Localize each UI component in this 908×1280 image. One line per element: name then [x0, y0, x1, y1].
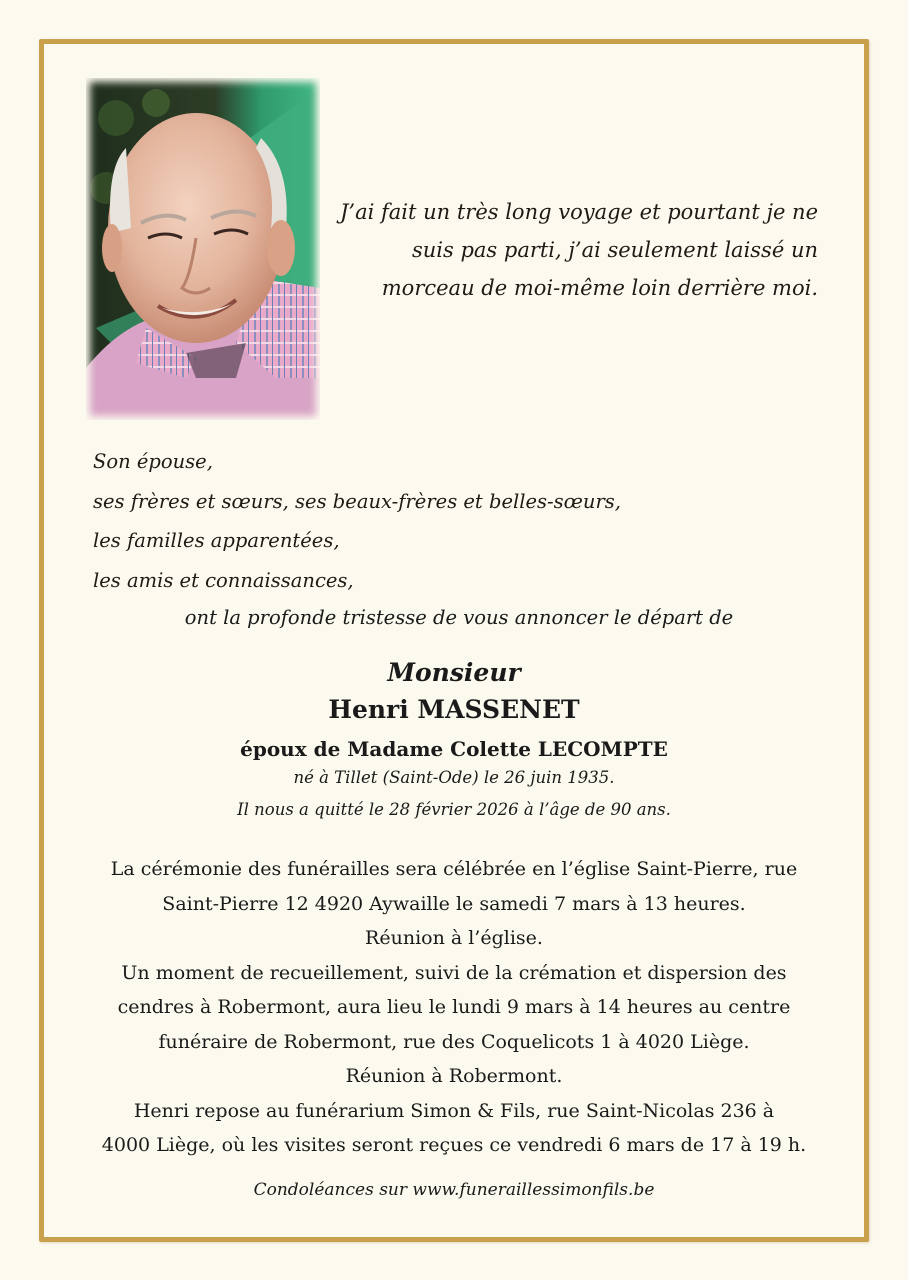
ceremony-line: Réunion à Robermont. — [345, 1065, 563, 1087]
ceremony-line: La cérémonie des funérailles sera célébrée en l’église Saint-Pierre, rue — [110, 858, 798, 880]
quote-line: J’ai fait un très long voyage et pourtant je ne — [340, 200, 819, 224]
quote-block — [340, 193, 818, 307]
ceremony-line: Réunion à l’église. — [365, 927, 543, 949]
family-line: les amis et connaissances, — [93, 568, 354, 592]
deceased-title: Monsieur — [387, 658, 521, 687]
death-line: Il nous a quitté le 28 février 2026 à l’âge de 90 ans. — [237, 800, 671, 819]
ceremony-line: Saint-Pierre 12 4920 Aywaille le samedi 7 mars à 13 heures. — [162, 892, 746, 915]
ceremony-line: 4000 Liège, où les visites seront reçues ce vendredi 6 mars de 17 à 19 h. — [101, 1134, 807, 1156]
ceremony-line: Henri repose au funérarium Simon & Fils, rue Saint-Nicolas 236 à — [133, 1099, 775, 1122]
quote-line: suis pas parti, j’ai seulement laissé un — [411, 238, 818, 262]
family-line: ses frères et sœurs, ses beaux-frères et belles-sœurs, — [93, 489, 621, 513]
deceased-name: Henri MASSENET — [328, 695, 580, 724]
ceremony-line: cendres à Robermont, aura lieu le lundi 9 mars à 14 heures au centre — [117, 996, 791, 1018]
condolences-label: Condoléances sur — [253, 1180, 408, 1200]
portrait-photo — [86, 78, 320, 420]
birth-line: né à Tillet (Saint-Ode) le 26 juin 1935. — [293, 768, 615, 787]
announcement-text: ont la profonde tristesse de vous annoncer le départ de — [184, 606, 734, 629]
condolences-line — [0, 1176, 908, 1204]
quote-line: morceau de moi-même loin derrière moi. — [381, 276, 818, 300]
condolences-url-link[interactable]: www.funeraillessimonfils.be — [412, 1180, 655, 1200]
family-line: les familles apparentées, — [93, 529, 340, 552]
family-line: Son épouse, — [93, 450, 213, 473]
ceremony-details — [0, 852, 908, 1163]
portrait-image — [86, 78, 320, 420]
spouse-line: époux de Madame Colette LECOMPTE — [240, 737, 668, 761]
family-list — [93, 442, 621, 600]
ceremony-line: funéraire de Robermont, rue des Coquelicots 1 à 4020 Liège. — [158, 1030, 750, 1053]
ceremony-line: Un moment de recueillement, suivi de la crémation et dispersion des — [121, 961, 787, 984]
